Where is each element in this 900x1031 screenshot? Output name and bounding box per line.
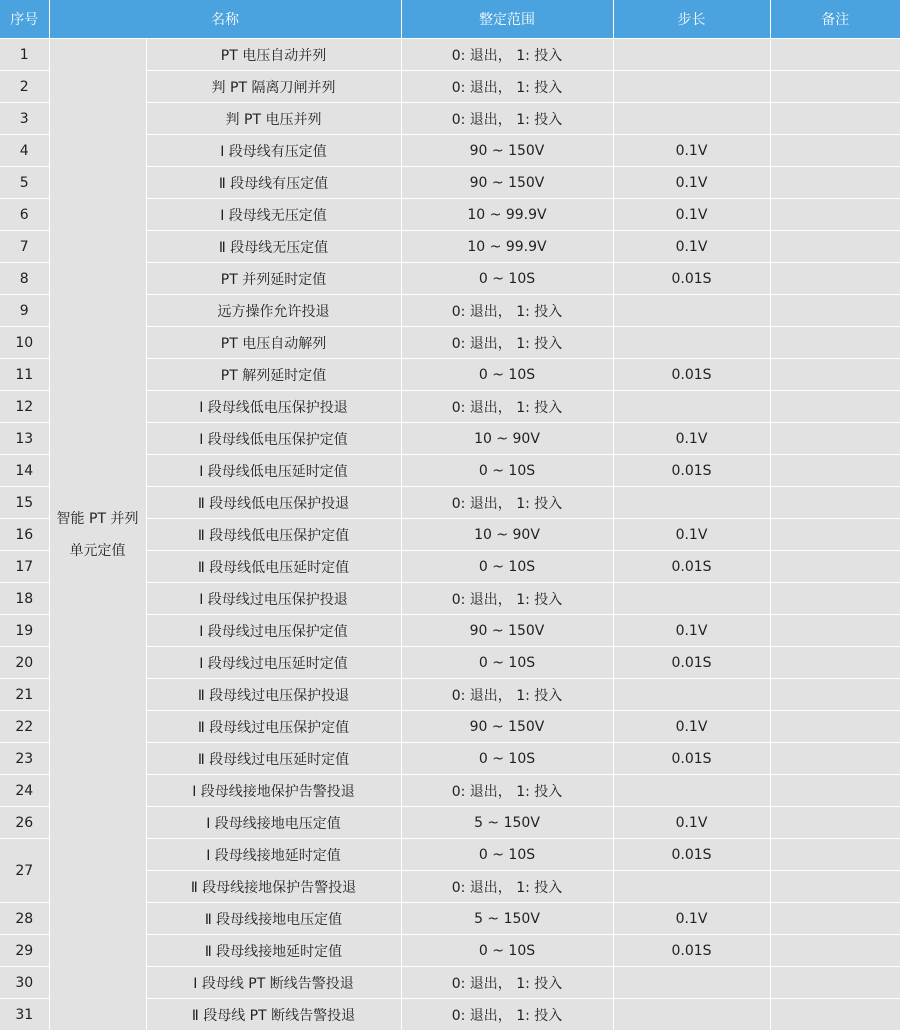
setting-name: 判 PT 隔离刀闸并列 <box>146 71 401 103</box>
setting-name: PT 电压自动并列 <box>146 39 401 71</box>
setting-note <box>770 839 900 871</box>
setting-note <box>770 935 900 967</box>
setting-note <box>770 487 900 519</box>
group-label-line: 单元定值 <box>69 542 126 559</box>
row-number: 9 <box>0 295 49 327</box>
setting-name: Ⅰ 段母线接地保护告警投退 <box>146 775 401 807</box>
row-number: 19 <box>0 615 49 647</box>
setting-note <box>770 551 900 583</box>
setting-note <box>770 647 900 679</box>
setting-range: 0: 退出， 1: 投入 <box>401 871 613 903</box>
row-number: 13 <box>0 423 49 455</box>
setting-range: 0: 退出， 1: 投入 <box>401 103 613 135</box>
row-number: 28 <box>0 903 49 935</box>
setting-name: Ⅰ 段母线接地电压定值 <box>146 807 401 839</box>
row-number: 24 <box>0 775 49 807</box>
setting-step: 0.1V <box>613 423 770 455</box>
table-header-row <box>0 0 900 39</box>
setting-name: PT 电压自动解列 <box>146 327 401 359</box>
setting-range: 0: 退出， 1: 投入 <box>401 487 613 519</box>
header-note: 备注 <box>770 0 900 39</box>
row-number: 23 <box>0 743 49 775</box>
row-number: 4 <box>0 135 49 167</box>
setting-step <box>613 775 770 807</box>
header-step: 步长 <box>613 0 770 39</box>
setting-step <box>613 71 770 103</box>
setting-range: 0: 退出， 1: 投入 <box>401 327 613 359</box>
setting-range: 10 ~ 90V <box>401 519 613 551</box>
row-number: 27 <box>0 839 49 903</box>
setting-range: 0: 退出， 1: 投入 <box>401 39 613 71</box>
setting-note <box>770 775 900 807</box>
setting-name: Ⅰ 段母线低电压保护定值 <box>146 423 401 455</box>
setting-name: Ⅱ 段母线过电压保护定值 <box>146 711 401 743</box>
setting-step: 0.1V <box>613 903 770 935</box>
setting-range: 0 ~ 10S <box>401 743 613 775</box>
row-number: 10 <box>0 327 49 359</box>
table-row <box>0 39 900 71</box>
setting-range: 0 ~ 10S <box>401 455 613 487</box>
setting-note <box>770 999 900 1031</box>
row-number: 22 <box>0 711 49 743</box>
row-number: 17 <box>0 551 49 583</box>
setting-name: Ⅱ 段母线无压定值 <box>146 231 401 263</box>
setting-note <box>770 615 900 647</box>
setting-step: 0.01S <box>613 839 770 871</box>
setting-note <box>770 295 900 327</box>
setting-name: Ⅱ 段母线过电压延时定值 <box>146 743 401 775</box>
row-number: 20 <box>0 647 49 679</box>
setting-range: 0: 退出， 1: 投入 <box>401 999 613 1031</box>
setting-step <box>613 999 770 1031</box>
setting-note <box>770 519 900 551</box>
row-number: 30 <box>0 967 49 999</box>
setting-note <box>770 743 900 775</box>
row-number: 18 <box>0 583 49 615</box>
setting-note <box>770 39 900 71</box>
setting-step: 0.1V <box>613 711 770 743</box>
setting-range: 0 ~ 10S <box>401 263 613 295</box>
setting-name: 判 PT 电压并列 <box>146 103 401 135</box>
setting-step: 0.1V <box>613 807 770 839</box>
setting-name: Ⅱ 段母线 PT 断线告警投退 <box>146 999 401 1031</box>
setting-name: Ⅱ 段母线过电压保护投退 <box>146 679 401 711</box>
row-number: 2 <box>0 71 49 103</box>
setting-name: 远方操作允许投退 <box>146 295 401 327</box>
row-number: 6 <box>0 199 49 231</box>
row-number: 15 <box>0 487 49 519</box>
setting-name: Ⅱ 段母线有压定值 <box>146 167 401 199</box>
setting-range: 0: 退出， 1: 投入 <box>401 679 613 711</box>
row-number: 7 <box>0 231 49 263</box>
setting-step: 0.01S <box>613 935 770 967</box>
setting-step: 0.01S <box>613 263 770 295</box>
setting-name: Ⅰ 段母线低电压保护投退 <box>146 391 401 423</box>
setting-range: 5 ~ 150V <box>401 807 613 839</box>
setting-note <box>770 679 900 711</box>
setting-step: 0.01S <box>613 359 770 391</box>
setting-note <box>770 455 900 487</box>
setting-name: Ⅰ 段母线过电压延时定值 <box>146 647 401 679</box>
setting-step: 0.1V <box>613 231 770 263</box>
setting-step <box>613 295 770 327</box>
setting-note <box>770 135 900 167</box>
setting-note <box>770 103 900 135</box>
setting-range: 0: 退出， 1: 投入 <box>401 775 613 807</box>
setting-range: 0 ~ 10S <box>401 647 613 679</box>
setting-name: Ⅱ 段母线低电压保护投退 <box>146 487 401 519</box>
setting-name: Ⅰ 段母线有压定值 <box>146 135 401 167</box>
setting-note <box>770 71 900 103</box>
setting-note <box>770 167 900 199</box>
setting-name: Ⅱ 段母线接地延时定值 <box>146 935 401 967</box>
setting-step <box>613 967 770 999</box>
row-number: 29 <box>0 935 49 967</box>
setting-step <box>613 391 770 423</box>
setting-note <box>770 871 900 903</box>
setting-note <box>770 711 900 743</box>
header-no: 序号 <box>0 0 49 39</box>
setting-step <box>613 679 770 711</box>
setting-note <box>770 327 900 359</box>
setting-range: 90 ~ 150V <box>401 711 613 743</box>
setting-step: 0.01S <box>613 743 770 775</box>
setting-name: PT 并列延时定值 <box>146 263 401 295</box>
setting-note <box>770 199 900 231</box>
setting-note <box>770 263 900 295</box>
setting-step: 0.1V <box>613 519 770 551</box>
setting-name: Ⅰ 段母线接地延时定值 <box>146 839 401 871</box>
setting-range: 0 ~ 10S <box>401 839 613 871</box>
setting-step: 0.01S <box>613 647 770 679</box>
row-number: 31 <box>0 999 49 1031</box>
setting-range: 0 ~ 10S <box>401 551 613 583</box>
setting-name: Ⅰ 段母线低电压延时定值 <box>146 455 401 487</box>
setting-name: Ⅰ 段母线无压定值 <box>146 199 401 231</box>
table-body <box>0 39 900 1031</box>
setting-range: 0: 退出， 1: 投入 <box>401 295 613 327</box>
setting-range: 10 ~ 90V <box>401 423 613 455</box>
setting-step: 0.1V <box>613 167 770 199</box>
setting-step <box>613 39 770 71</box>
setting-note <box>770 967 900 999</box>
row-number: 21 <box>0 679 49 711</box>
setting-range: 0: 退出， 1: 投入 <box>401 391 613 423</box>
setting-range: 5 ~ 150V <box>401 903 613 935</box>
row-number: 3 <box>0 103 49 135</box>
header-name: 名称 <box>49 0 401 39</box>
header-range: 整定范围 <box>401 0 613 39</box>
setting-range: 90 ~ 150V <box>401 615 613 647</box>
setting-step <box>613 583 770 615</box>
setting-range: 0: 退出， 1: 投入 <box>401 967 613 999</box>
setting-range: 0 ~ 10S <box>401 359 613 391</box>
setting-range: 10 ~ 99.9V <box>401 231 613 263</box>
setting-name: Ⅰ 段母线过电压保护投退 <box>146 583 401 615</box>
setting-note <box>770 807 900 839</box>
group-label-cell <box>49 39 146 1031</box>
setting-name: Ⅱ 段母线接地电压定值 <box>146 903 401 935</box>
setting-range: 0: 退出， 1: 投入 <box>401 71 613 103</box>
setting-note <box>770 391 900 423</box>
setting-step: 0.1V <box>613 135 770 167</box>
row-number: 16 <box>0 519 49 551</box>
setting-range: 90 ~ 150V <box>401 135 613 167</box>
row-number: 1 <box>0 39 49 71</box>
row-number: 26 <box>0 807 49 839</box>
row-number: 12 <box>0 391 49 423</box>
setting-note <box>770 231 900 263</box>
row-number: 11 <box>0 359 49 391</box>
row-number: 14 <box>0 455 49 487</box>
setting-name: PT 解列延时定值 <box>146 359 401 391</box>
setting-range: 0: 退出， 1: 投入 <box>401 583 613 615</box>
setting-step: 0.1V <box>613 199 770 231</box>
setting-step <box>613 327 770 359</box>
setting-name: Ⅰ 段母线 PT 断线告警投退 <box>146 967 401 999</box>
setting-step: 0.01S <box>613 455 770 487</box>
setting-range: 90 ~ 150V <box>401 167 613 199</box>
group-label-line: 智能 PT 并列 <box>56 510 139 527</box>
setting-name: Ⅱ 段母线低电压延时定值 <box>146 551 401 583</box>
setting-name: Ⅱ 段母线接地保护告警投退 <box>146 871 401 903</box>
setting-step: 0.1V <box>613 615 770 647</box>
row-number: 5 <box>0 167 49 199</box>
setting-note <box>770 423 900 455</box>
setting-range: 0 ~ 10S <box>401 935 613 967</box>
setting-step <box>613 487 770 519</box>
setting-note <box>770 583 900 615</box>
setting-name: Ⅱ 段母线低电压保护定值 <box>146 519 401 551</box>
setting-range: 10 ~ 99.9V <box>401 199 613 231</box>
setting-name: Ⅰ 段母线过电压保护定值 <box>146 615 401 647</box>
setting-note <box>770 903 900 935</box>
row-number: 8 <box>0 263 49 295</box>
setting-step <box>613 103 770 135</box>
setting-step <box>613 871 770 903</box>
setting-step: 0.01S <box>613 551 770 583</box>
setting-note <box>770 359 900 391</box>
